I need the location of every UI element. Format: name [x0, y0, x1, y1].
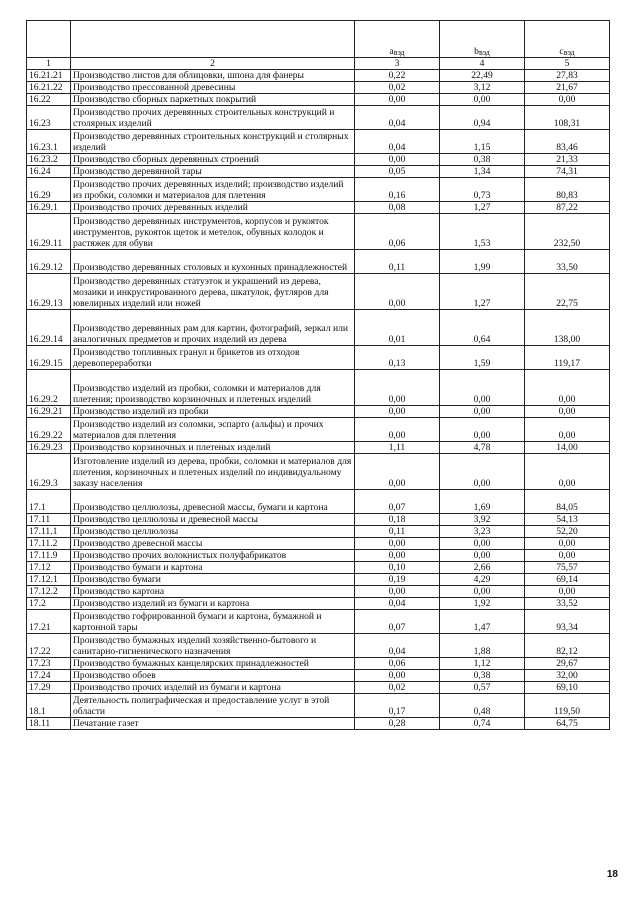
header-c: [525, 21, 610, 58]
code-cell: 17.12.1: [27, 574, 71, 586]
value-b-cell: 4,78: [440, 442, 525, 454]
table-body: [27, 70, 610, 730]
code-cell: 16.22: [27, 94, 71, 106]
col-number: 5: [525, 58, 610, 70]
value-b-cell: 0,64: [440, 310, 525, 346]
value-b-cell: 0,38: [440, 154, 525, 166]
name-cell: Печатание газет: [71, 718, 355, 730]
value-c-cell: 119,50: [525, 694, 610, 718]
value-c-cell: 27,83: [525, 70, 610, 82]
name-cell: Производство деревянных инструментов, корпусов и рукояток инструментов, рукояток щеток и метелок, обувных колодок и растяжек для обуви: [71, 214, 355, 250]
value-c-cell: 75,57: [525, 562, 610, 574]
header-a: [355, 21, 440, 58]
name-cell: Производство прочих изделий из бумаги и картона: [71, 682, 355, 694]
code-cell: 17.24: [27, 670, 71, 682]
name-cell: Производство изделий из соломки, эспарто (альфы) и прочих материалов для плетения: [71, 418, 355, 442]
value-a-cell: 0,00: [355, 538, 440, 550]
value-c-cell: 0,00: [525, 586, 610, 598]
col-number: 1: [27, 58, 71, 70]
table-row: [27, 310, 610, 346]
value-b-cell: 0,48: [440, 694, 525, 718]
value-c-cell: 14,00: [525, 442, 610, 454]
value-a-cell: 0,01: [355, 310, 440, 346]
code-cell: 17.29: [27, 682, 71, 694]
value-b-cell: 0,94: [440, 106, 525, 130]
value-b-cell: 3,92: [440, 514, 525, 526]
code-cell: 16.29.15: [27, 346, 71, 370]
coefficients-table: [26, 20, 610, 730]
value-c-cell: 52,20: [525, 526, 610, 538]
value-c-cell: 32,00: [525, 670, 610, 682]
value-b-cell: 0,00: [440, 406, 525, 418]
value-a-cell: 0,02: [355, 82, 440, 94]
name-cell: Производство целлюлозы, древесной массы, бумаги и картона: [71, 490, 355, 514]
value-b-cell: 1,34: [440, 166, 525, 178]
value-c-cell: 69,10: [525, 682, 610, 694]
value-a-cell: 0,00: [355, 670, 440, 682]
table-row: [27, 82, 610, 94]
table-row: [27, 418, 610, 442]
value-b-cell: 0,00: [440, 370, 525, 406]
table-row: [27, 634, 610, 658]
column-number-row: [27, 58, 610, 70]
value-b-cell: 1,47: [440, 610, 525, 634]
value-a-cell: 0,17: [355, 694, 440, 718]
value-b-cell: 1,92: [440, 598, 525, 610]
code-cell: 16.29.1: [27, 202, 71, 214]
table-row: [27, 214, 610, 250]
value-a-cell: 0,00: [355, 274, 440, 310]
code-cell: 17.11.2: [27, 538, 71, 550]
table-row: [27, 130, 610, 154]
table-row: [27, 154, 610, 166]
code-cell: 17.1: [27, 490, 71, 514]
value-a-cell: 0,11: [355, 250, 440, 274]
value-a-cell: 0,11: [355, 526, 440, 538]
code-cell: 16.29.23: [27, 442, 71, 454]
table-row: [27, 682, 610, 694]
value-b-cell: 0,73: [440, 178, 525, 202]
code-cell: 17.11.1: [27, 526, 71, 538]
value-a-cell: 0,00: [355, 94, 440, 106]
name-cell: Производство деревянной тары: [71, 166, 355, 178]
col-number: 3: [355, 58, 440, 70]
table-row: [27, 166, 610, 178]
table-row: [27, 526, 610, 538]
code-cell: 17.12.2: [27, 586, 71, 598]
name-cell: Производство деревянных рам для картин, фотографий, зеркал или аналогичных предметов и прочих изделий из дерева: [71, 310, 355, 346]
code-cell: 16.29: [27, 178, 71, 202]
value-c-cell: 29,67: [525, 658, 610, 670]
name-cell: Деятельность полиграфическая и предоставление услуг в этой области: [71, 694, 355, 718]
value-c-cell: 80,83: [525, 178, 610, 202]
header-c-sub: вэд: [563, 48, 575, 57]
name-cell: Производство сборных паркетных покрытий: [71, 94, 355, 106]
header-a-main: a: [389, 46, 394, 57]
value-c-cell: 108,31: [525, 106, 610, 130]
value-c-cell: 87,22: [525, 202, 610, 214]
value-c-cell: 82,12: [525, 634, 610, 658]
value-c-cell: 138,00: [525, 310, 610, 346]
name-cell: Производство прессованной древесины: [71, 82, 355, 94]
value-c-cell: 33,50: [525, 250, 610, 274]
table-row: [27, 658, 610, 670]
table-row: [27, 70, 610, 82]
col-number: 2: [71, 58, 355, 70]
name-cell: Производство древесной массы: [71, 538, 355, 550]
value-c-cell: 0,00: [525, 406, 610, 418]
name-cell: Производство бумажных изделий хозяйственно-бытового и санитарно-гигиенического назначения: [71, 634, 355, 658]
page-number: 18: [606, 869, 618, 880]
code-cell: 16.29.14: [27, 310, 71, 346]
value-b-cell: 2,66: [440, 562, 525, 574]
value-a-cell: 0,04: [355, 106, 440, 130]
value-a-cell: 0,28: [355, 718, 440, 730]
code-cell: 17.11: [27, 514, 71, 526]
value-b-cell: 1,88: [440, 634, 525, 658]
table-row: [27, 106, 610, 130]
table-row: [27, 274, 610, 310]
value-c-cell: 84,05: [525, 490, 610, 514]
value-b-cell: 1,99: [440, 250, 525, 274]
value-c-cell: 22,75: [525, 274, 610, 310]
table-row: [27, 202, 610, 214]
col-number: 4: [440, 58, 525, 70]
name-cell: Производство прочих волокнистых полуфабрикатов: [71, 550, 355, 562]
name-cell: Производство листов для облицовки, шпона для фанеры: [71, 70, 355, 82]
header-b-main: b: [474, 46, 479, 57]
table-row: [27, 538, 610, 550]
value-b-cell: 0,00: [440, 538, 525, 550]
header-a-sub: вэд: [393, 48, 405, 57]
value-a-cell: 0,04: [355, 130, 440, 154]
value-a-cell: 0,00: [355, 586, 440, 598]
code-cell: 16.29.13: [27, 274, 71, 310]
table-row: [27, 718, 610, 730]
value-c-cell: 0,00: [525, 454, 610, 490]
code-cell: 17.2: [27, 598, 71, 610]
table-row: [27, 346, 610, 370]
value-b-cell: 0,00: [440, 94, 525, 106]
code-cell: 16.23: [27, 106, 71, 130]
name-cell: Производство прочих деревянных изделий; производство изделий из пробки, соломки и материалов для плетения: [71, 178, 355, 202]
code-cell: 16.21.21: [27, 70, 71, 82]
value-a-cell: 0,07: [355, 610, 440, 634]
code-cell: 16.23.1: [27, 130, 71, 154]
code-cell: 16.29.3: [27, 454, 71, 490]
code-cell: 16.29.22: [27, 418, 71, 442]
value-b-cell: 0,00: [440, 550, 525, 562]
value-b-cell: 0,00: [440, 454, 525, 490]
value-a-cell: 0,06: [355, 658, 440, 670]
name-cell: Производство бумаги и картона: [71, 562, 355, 574]
table-row: [27, 586, 610, 598]
code-cell: 17.11.9: [27, 550, 71, 562]
value-a-cell: 1,11: [355, 442, 440, 454]
name-cell: Производство топливных гранул и брикетов из отходов деревопереработки: [71, 346, 355, 370]
header-name-cell: [71, 21, 355, 58]
value-c-cell: 83,46: [525, 130, 610, 154]
name-cell: Производство бумажных канцелярских принадлежностей: [71, 658, 355, 670]
value-b-cell: 0,74: [440, 718, 525, 730]
value-a-cell: 0,19: [355, 574, 440, 586]
name-cell: Производство целлюлозы: [71, 526, 355, 538]
value-a-cell: 0,00: [355, 418, 440, 442]
value-a-cell: 0,06: [355, 214, 440, 250]
name-cell: Производство изделий из пробки: [71, 406, 355, 418]
header-b: [440, 21, 525, 58]
value-a-cell: 0,00: [355, 550, 440, 562]
value-c-cell: 232,50: [525, 214, 610, 250]
value-c-cell: 74,31: [525, 166, 610, 178]
value-c-cell: 0,00: [525, 370, 610, 406]
table-row: [27, 694, 610, 718]
value-a-cell: 0,07: [355, 490, 440, 514]
table-row: [27, 670, 610, 682]
value-b-cell: 0,57: [440, 682, 525, 694]
code-cell: 17.23: [27, 658, 71, 670]
value-b-cell: 22,49: [440, 70, 525, 82]
code-cell: 16.21.22: [27, 82, 71, 94]
value-c-cell: 21,33: [525, 154, 610, 166]
value-a-cell: 0,00: [355, 454, 440, 490]
name-cell: Производство изделий из пробки, соломки и материалов для плетения; производство корзиночных и плетеных изделий: [71, 370, 355, 406]
code-cell: 16.24: [27, 166, 71, 178]
table-row: [27, 370, 610, 406]
name-cell: Производство целлюлозы и древесной массы: [71, 514, 355, 526]
value-c-cell: 119,17: [525, 346, 610, 370]
value-b-cell: 1,53: [440, 214, 525, 250]
value-c-cell: 93,34: [525, 610, 610, 634]
table-row: [27, 490, 610, 514]
table-row: [27, 550, 610, 562]
table-row: [27, 514, 610, 526]
value-a-cell: 0,04: [355, 634, 440, 658]
name-cell: Производство прочих деревянных изделий: [71, 202, 355, 214]
table-row: [27, 94, 610, 106]
value-c-cell: 69,14: [525, 574, 610, 586]
table-row: [27, 442, 610, 454]
header-c-main: c: [559, 46, 564, 57]
code-cell: 16.29.21: [27, 406, 71, 418]
value-b-cell: 0,00: [440, 418, 525, 442]
value-a-cell: 0,13: [355, 346, 440, 370]
value-a-cell: 0,02: [355, 682, 440, 694]
value-a-cell: 0,18: [355, 514, 440, 526]
value-c-cell: 64,75: [525, 718, 610, 730]
code-cell: 18.1: [27, 694, 71, 718]
name-cell: Производство деревянных статуэток и украшений из дерева, мозаики и инкрустированного дерева, шкатулок, футляров для ювелирных изделий или ножей: [71, 274, 355, 310]
value-a-cell: 0,00: [355, 406, 440, 418]
name-cell: Изготовление изделий из дерева, пробки, соломки и материалов для плетения, корзиночных и плетеных изделий по индивидуальному заказу населения: [71, 454, 355, 490]
value-a-cell: 0,04: [355, 598, 440, 610]
value-a-cell: 0,10: [355, 562, 440, 574]
code-cell: 16.29.2: [27, 370, 71, 406]
value-a-cell: 0,08: [355, 202, 440, 214]
name-cell: Производство изделий из бумаги и картона: [71, 598, 355, 610]
code-cell: 16.29.12: [27, 250, 71, 274]
value-c-cell: 0,00: [525, 418, 610, 442]
header-b-sub: вэд: [478, 48, 490, 57]
value-b-cell: 3,12: [440, 82, 525, 94]
value-b-cell: 1,15: [440, 130, 525, 154]
name-cell: Производство деревянных столовых и кухонных принадлежностей: [71, 250, 355, 274]
name-cell: Производство картона: [71, 586, 355, 598]
value-c-cell: 0,00: [525, 94, 610, 106]
table-row: [27, 574, 610, 586]
value-b-cell: 1,12: [440, 658, 525, 670]
table-row: [27, 406, 610, 418]
value-b-cell: 1,69: [440, 490, 525, 514]
value-b-cell: 1,27: [440, 202, 525, 214]
value-a-cell: 0,00: [355, 154, 440, 166]
name-cell: Производство бумаги: [71, 574, 355, 586]
code-cell: 16.23.2: [27, 154, 71, 166]
value-a-cell: 0,05: [355, 166, 440, 178]
value-a-cell: 0,16: [355, 178, 440, 202]
value-c-cell: 0,00: [525, 550, 610, 562]
table-row: [27, 178, 610, 202]
header-row: [27, 21, 610, 58]
table-row: [27, 598, 610, 610]
value-c-cell: 0,00: [525, 538, 610, 550]
name-cell: Производство сборных деревянных строений: [71, 154, 355, 166]
value-b-cell: 1,59: [440, 346, 525, 370]
name-cell: Производство обоев: [71, 670, 355, 682]
value-c-cell: 54,13: [525, 514, 610, 526]
value-c-cell: 33,52: [525, 598, 610, 610]
value-a-cell: 0,00: [355, 370, 440, 406]
value-c-cell: 21,67: [525, 82, 610, 94]
table-row: [27, 250, 610, 274]
table-row: [27, 610, 610, 634]
header-code-cell: [27, 21, 71, 58]
name-cell: Производство корзиночных и плетеных изделий: [71, 442, 355, 454]
code-cell: 17.22: [27, 634, 71, 658]
table-row: [27, 562, 610, 574]
value-b-cell: 3,23: [440, 526, 525, 538]
table-row: [27, 454, 610, 490]
name-cell: Производство прочих деревянных строительных конструкций и столярных изделий: [71, 106, 355, 130]
value-a-cell: 0,22: [355, 70, 440, 82]
code-cell: 16.29.11: [27, 214, 71, 250]
code-cell: 17.21: [27, 610, 71, 634]
value-b-cell: 1,27: [440, 274, 525, 310]
name-cell: Производство гофрированной бумаги и картона, бумажной и картонной тары: [71, 610, 355, 634]
value-b-cell: 4,29: [440, 574, 525, 586]
code-cell: 18.11: [27, 718, 71, 730]
value-b-cell: 0,38: [440, 670, 525, 682]
value-b-cell: 0,00: [440, 586, 525, 598]
name-cell: Производство деревянных строительных конструкций и столярных изделий: [71, 130, 355, 154]
code-cell: 17.12: [27, 562, 71, 574]
